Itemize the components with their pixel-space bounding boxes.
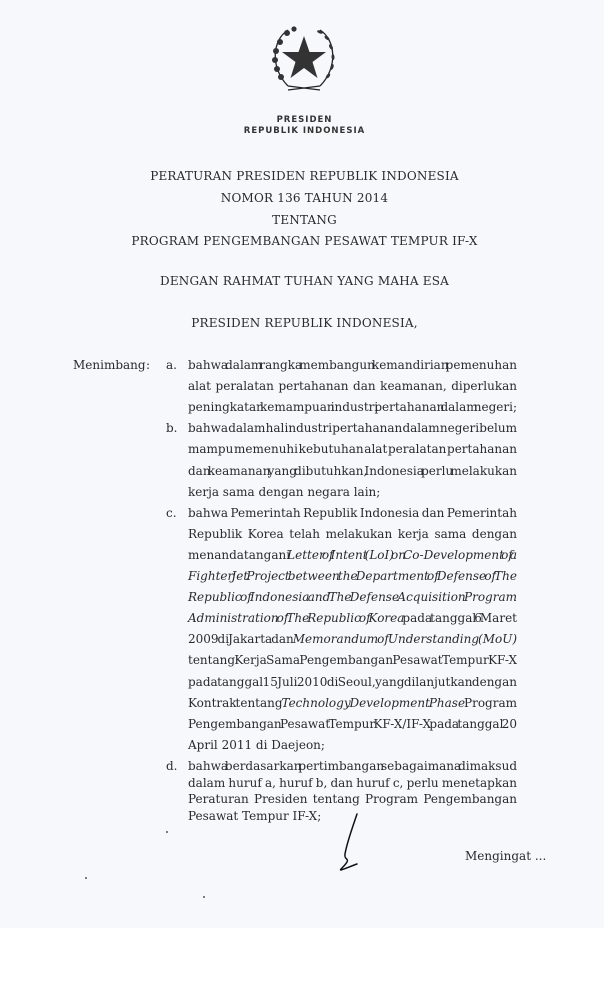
italic-text: Letter of Intent (LoI) on Co-Development of a xyxy=(287,547,517,562)
paragraph-line xyxy=(188,485,380,499)
paragraph-line xyxy=(188,776,517,790)
italic-text: Administration of The Republic of Korea xyxy=(188,611,405,626)
paragraph-line xyxy=(188,717,517,731)
item-letter: b. xyxy=(166,421,178,436)
text: mampu memenuhi kebutuhan alat peralatan pertahanan xyxy=(188,442,517,457)
text: pada tanggal 15 Juli 2010 di Seoul, yang dilanjutkan dengan xyxy=(188,674,517,689)
invocation: DENGAN RAHMAT TUHAN YANG MAHA ESA xyxy=(160,274,449,288)
paragraph-line xyxy=(188,696,517,710)
paragraph-line xyxy=(188,400,517,414)
text: bahwa Pemerintah Republik Indonesia dan Pemerintah xyxy=(188,505,517,520)
italic-text: Fighter Jet Project between the Department of Defense of The xyxy=(188,569,517,583)
paragraph-line xyxy=(188,442,517,456)
continuation-catchword: Mengingat ... xyxy=(465,849,547,863)
text: dan keamanan yang dibutuhkan, Indonesia perlu melakukan xyxy=(188,463,517,478)
paragraph-line xyxy=(188,569,517,583)
paragraph-line xyxy=(188,421,517,435)
title-regulation: PERATURAN PRESIDEN REPUBLIK INDONESIA xyxy=(150,169,459,183)
paragraph-line xyxy=(188,809,321,823)
text: Pesawat Tempur IF-X; xyxy=(188,809,322,823)
scan-speck xyxy=(85,877,87,879)
text: Republik Korea telah melakukan kerja sama dengan xyxy=(188,526,517,541)
paragraph-line xyxy=(188,548,517,562)
section-label-menimbang: Menimbang xyxy=(73,358,146,372)
issuer: PRESIDEN REPUBLIK INDONESIA, xyxy=(191,316,418,330)
scan-speck xyxy=(203,896,205,898)
paragraph-line xyxy=(188,379,517,393)
presidential-emblem-icon xyxy=(266,20,342,96)
text: bahwa berdasarkan pertimbangan sebagaimana dimaksud xyxy=(188,758,517,773)
italic-text: Memorandum of Understanding (MoU) xyxy=(292,632,518,647)
paragraph-line xyxy=(188,632,517,646)
paragraph-line xyxy=(188,792,517,806)
text: 2009 di Jakarta dan xyxy=(188,632,293,647)
letterhead-republik-indonesia: REPUBLIK INDONESIA xyxy=(243,126,366,136)
text: tentang Kerja Sama Pengembangan Pesawat Tempur KF-X xyxy=(188,653,517,668)
text: Program xyxy=(465,695,518,710)
text: Peraturan Presiden tentang Program Pengembangan xyxy=(188,792,517,807)
italic-text: Republic of Indonesia and The Defense Acquisition Program xyxy=(188,590,517,605)
text: April 2011 di Daejeon; xyxy=(188,737,325,752)
title-tentang: TENTANG xyxy=(272,213,337,227)
title-subject: PROGRAM PENGEMBANGAN PESAWAT TEMPUR IF-X xyxy=(131,234,478,248)
text: dalam huruf a, huruf b, dan huruf c, perlu menetapkan xyxy=(188,775,517,790)
section-colon: : xyxy=(146,358,151,372)
text: peningkatan kemampuan industri pertahanan dalam negeri; xyxy=(188,400,517,415)
paragraph-line xyxy=(188,611,517,625)
paragraph-line xyxy=(188,506,517,520)
paragraph-line xyxy=(188,527,517,541)
text: bahwa dalam rangka membangun kemandirian pemenuhan xyxy=(188,358,517,372)
paragraph-line xyxy=(188,358,517,372)
signature-initial xyxy=(335,812,365,872)
item-letter: a. xyxy=(166,358,177,372)
text: kerja sama dengan negara lain; xyxy=(188,484,381,499)
letterhead-presiden: PRESIDEN xyxy=(276,115,333,125)
scan-speck xyxy=(166,831,168,833)
item-letter: c. xyxy=(166,505,177,520)
text: pada tanggal 6 Maret xyxy=(404,611,517,626)
text: bahwa dalam hal industri pertahanan dalam negeri belum xyxy=(188,421,517,436)
text: Kontrak tentang xyxy=(188,695,282,710)
paragraph-line xyxy=(188,759,517,773)
item-letter: d. xyxy=(166,758,178,773)
paragraph-line xyxy=(188,675,517,689)
paragraph-line xyxy=(188,590,517,604)
text: menandatangani xyxy=(188,547,288,562)
italic-text: Technology Development Phase xyxy=(281,695,466,710)
title-number: NOMOR 136 TAHUN 2014 xyxy=(220,191,389,205)
paragraph-line xyxy=(188,464,517,478)
paragraph-line xyxy=(188,653,517,667)
text: Pengembangan Pesawat Tempur KF-X/IF-X pada tanggal 20 xyxy=(188,716,517,731)
text: alat peralatan pertahanan dan keamanan, diperlukan xyxy=(188,379,517,394)
paragraph-line xyxy=(188,738,325,752)
